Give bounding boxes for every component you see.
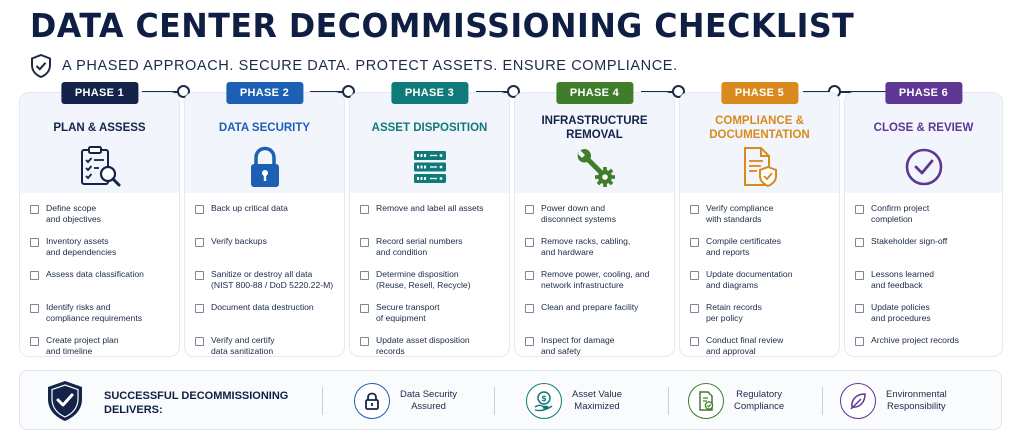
phase-checklist [525,203,668,368]
checklist-item-label: Identify risks and compliance requirements [46,302,143,323]
checkbox[interactable] [525,205,534,214]
checkbox[interactable] [30,337,39,346]
divider [822,387,823,415]
checkbox[interactable] [360,304,369,313]
checklist-item-label: Compile certificates and reports [706,236,781,257]
checklist-item[interactable] [30,269,173,291]
phase-checklist [195,203,338,368]
checkbox[interactable] [690,304,699,313]
wrench-gear-icon [572,145,618,189]
check-circle-icon [901,145,947,189]
checklist-item-label: Verify backups [211,236,267,246]
phase-title: PLAN & ASSESS [53,122,146,134]
checklist-item-label: Remove racks, cabling, and hardware [541,236,631,257]
server-rack-icon [407,145,453,189]
phase-badge: PHASE 5 [721,82,798,104]
checklist-item[interactable] [30,203,173,225]
checkbox[interactable] [525,304,534,313]
checklist-item[interactable] [195,302,338,324]
checklist-item-label: Confirm project completion [871,203,930,224]
checkbox[interactable] [195,205,204,214]
checklist-item[interactable] [855,236,996,258]
leaf-icon [848,391,868,411]
subtitle-row [30,54,678,78]
phase-card-5 [679,87,840,357]
checklist-item-label: Update policies and procedures [871,302,931,323]
checklist-item[interactable] [855,203,996,225]
checklist-item-label: Remove and label all assets [376,203,484,213]
checkbox[interactable] [690,238,699,247]
checklist-item[interactable] [195,269,338,291]
checklist-item[interactable] [855,335,996,357]
checklist-item[interactable] [30,236,173,258]
shield-check-icon [30,54,52,78]
checklist-item-label: Verify and certify data sanitization [211,335,275,356]
document-shield-icon [737,145,783,189]
phase-checklist [855,203,996,368]
checkbox[interactable] [360,271,369,280]
checklist-item[interactable] [690,236,833,258]
shield-check-icon [46,380,84,422]
checkbox[interactable] [360,238,369,247]
checklist-item-label: Conduct final review and approval [706,335,784,356]
phase-badge: PHASE 1 [61,82,138,104]
checklist-item-label: Update documentation and diagrams [706,269,793,290]
document-check-icon [696,390,716,412]
phase-card-2 [184,87,345,357]
checkbox[interactable] [195,304,204,313]
dollar-hand-icon [533,390,555,412]
checklist-item[interactable] [525,269,668,291]
phase-badge: PHASE 3 [391,82,468,104]
checklist-item[interactable] [525,203,668,225]
checkbox[interactable] [195,271,204,280]
checklist-item[interactable] [30,335,173,357]
checkbox[interactable] [690,337,699,346]
checklist-item[interactable] [360,335,503,357]
checklist-item-label: Archive project records [871,335,959,345]
checkbox[interactable] [30,271,39,280]
benefit-asset-value [526,383,622,419]
checklist-item-label: Remove power, cooling, and network infrastructure [541,269,650,290]
benefit-label: Regulatory Compliance [734,389,785,412]
benefit-label: Data Security Assured [400,389,458,412]
checklist-item-label: Stakeholder sign-off [871,236,948,246]
checkbox[interactable] [525,238,534,247]
benefit-label: Asset Value Maximized [572,389,622,412]
clipboard-magnifier-icon [77,145,123,189]
padlock-icon [242,145,288,189]
benefit-regulatory-compliance [688,383,784,419]
checklist-item-label: Power down and disconnect systems [541,203,616,224]
checklist-item[interactable] [195,203,338,225]
checklist-item[interactable] [690,302,833,324]
phase-badge: PHASE 6 [885,82,962,104]
checkbox[interactable] [195,337,204,346]
checklist-item-label: Document data destruction [211,302,314,312]
checklist-item[interactable] [360,203,503,225]
checklist-item[interactable] [30,302,173,324]
benefit-data-security [354,383,457,419]
checkbox[interactable] [690,205,699,214]
checklist-item-label: Record serial numbers and condition [376,236,463,257]
checkbox[interactable] [855,205,864,214]
phase-title: ASSET DISPOSITION [371,122,488,134]
footer-title: SUCCESSFUL DECOMMISSIONING DELIVERS: [104,390,289,416]
phase-checklist [30,203,173,368]
benefit-label: Environmental Responsibility [886,389,947,412]
checklist-item[interactable] [360,269,503,291]
divider [668,387,669,415]
checklist-item-label: Lessons learned and feedback [871,269,935,290]
checkbox[interactable] [855,238,864,247]
checklist-item-label: Back up critical data [211,203,288,213]
phase-title: DATA SECURITY [218,122,311,134]
subtitle: A PHASED APPROACH. SECURE DATA. PROTECT ASSETS. ENSURE COMPLIANCE. [62,58,678,74]
phase-title: INFRASTRUCTURE REMOVAL [541,115,648,141]
phase-badge: PHASE 4 [556,82,633,104]
checklist-item-label: Sanitize or destroy all data (NIST 800-88 / DoD 5220.22-M) [211,269,334,290]
checkbox[interactable] [360,337,369,346]
checklist-item[interactable] [690,203,833,225]
checklist-item[interactable] [195,236,338,258]
checklist-item[interactable] [525,236,668,258]
checklist-item[interactable] [195,335,338,357]
divider [494,387,495,415]
benefit-environmental-responsibility [840,383,947,419]
checklist-item[interactable] [360,236,503,258]
svg-text:$: $ [541,394,547,403]
checklist-item-label: Determine disposition (Reuse, Resell, Recycle) [376,269,471,290]
checklist-item-label: Retain records per policy [706,302,762,323]
checklist-item[interactable] [525,335,668,357]
checkbox[interactable] [855,304,864,313]
checkbox[interactable] [525,337,534,346]
checklist-item-label: Inspect for damage and safety [541,335,615,356]
checkbox[interactable] [360,205,369,214]
checklist-item-label: Inventory assets and dependencies [46,236,117,257]
checklist-item-label: Create project plan and timeline [46,335,119,356]
checklist-item-label: Clean and prepare facility [541,302,639,312]
checkbox[interactable] [525,271,534,280]
phase-badge: PHASE 2 [226,82,303,104]
checklist-item[interactable] [525,302,668,324]
phase-title: CLOSE & REVIEW [873,122,974,134]
checkbox[interactable] [30,304,39,313]
phase-checklist [690,203,833,368]
phase-title: COMPLIANCE & DOCUMENTATION [709,115,810,141]
checkbox[interactable] [30,238,39,247]
checklist-item-label: Secure transport of equipment [376,302,440,323]
checklist-item-label: Verify compliance with standards [706,203,774,224]
phase-checklist [360,203,503,368]
checkbox[interactable] [855,337,864,346]
divider [322,387,323,415]
phase-card-1 [19,87,180,357]
checkbox[interactable] [30,205,39,214]
footer-benefits [19,370,1002,430]
checklist-item[interactable] [690,335,833,357]
checklist-item-label: Assess data classification [46,269,144,279]
checkbox[interactable] [855,271,864,280]
checklist-item[interactable] [855,269,996,291]
phase-card-3 [349,87,510,357]
phase-card-4 [514,87,675,357]
padlock-icon [362,391,382,411]
phase-card-6 [844,87,1003,357]
checkbox[interactable] [195,238,204,247]
checklist-item[interactable] [855,302,996,324]
checklist-item[interactable] [360,302,503,324]
checklist-item-label: Update asset disposition records [376,335,470,356]
checklist-item[interactable] [690,269,833,291]
page-title: DATA CENTER DECOMMISSIONING CHECKLIST [30,6,855,45]
checklist-item-label: Define scope and objectives [46,203,101,224]
checkbox[interactable] [690,271,699,280]
